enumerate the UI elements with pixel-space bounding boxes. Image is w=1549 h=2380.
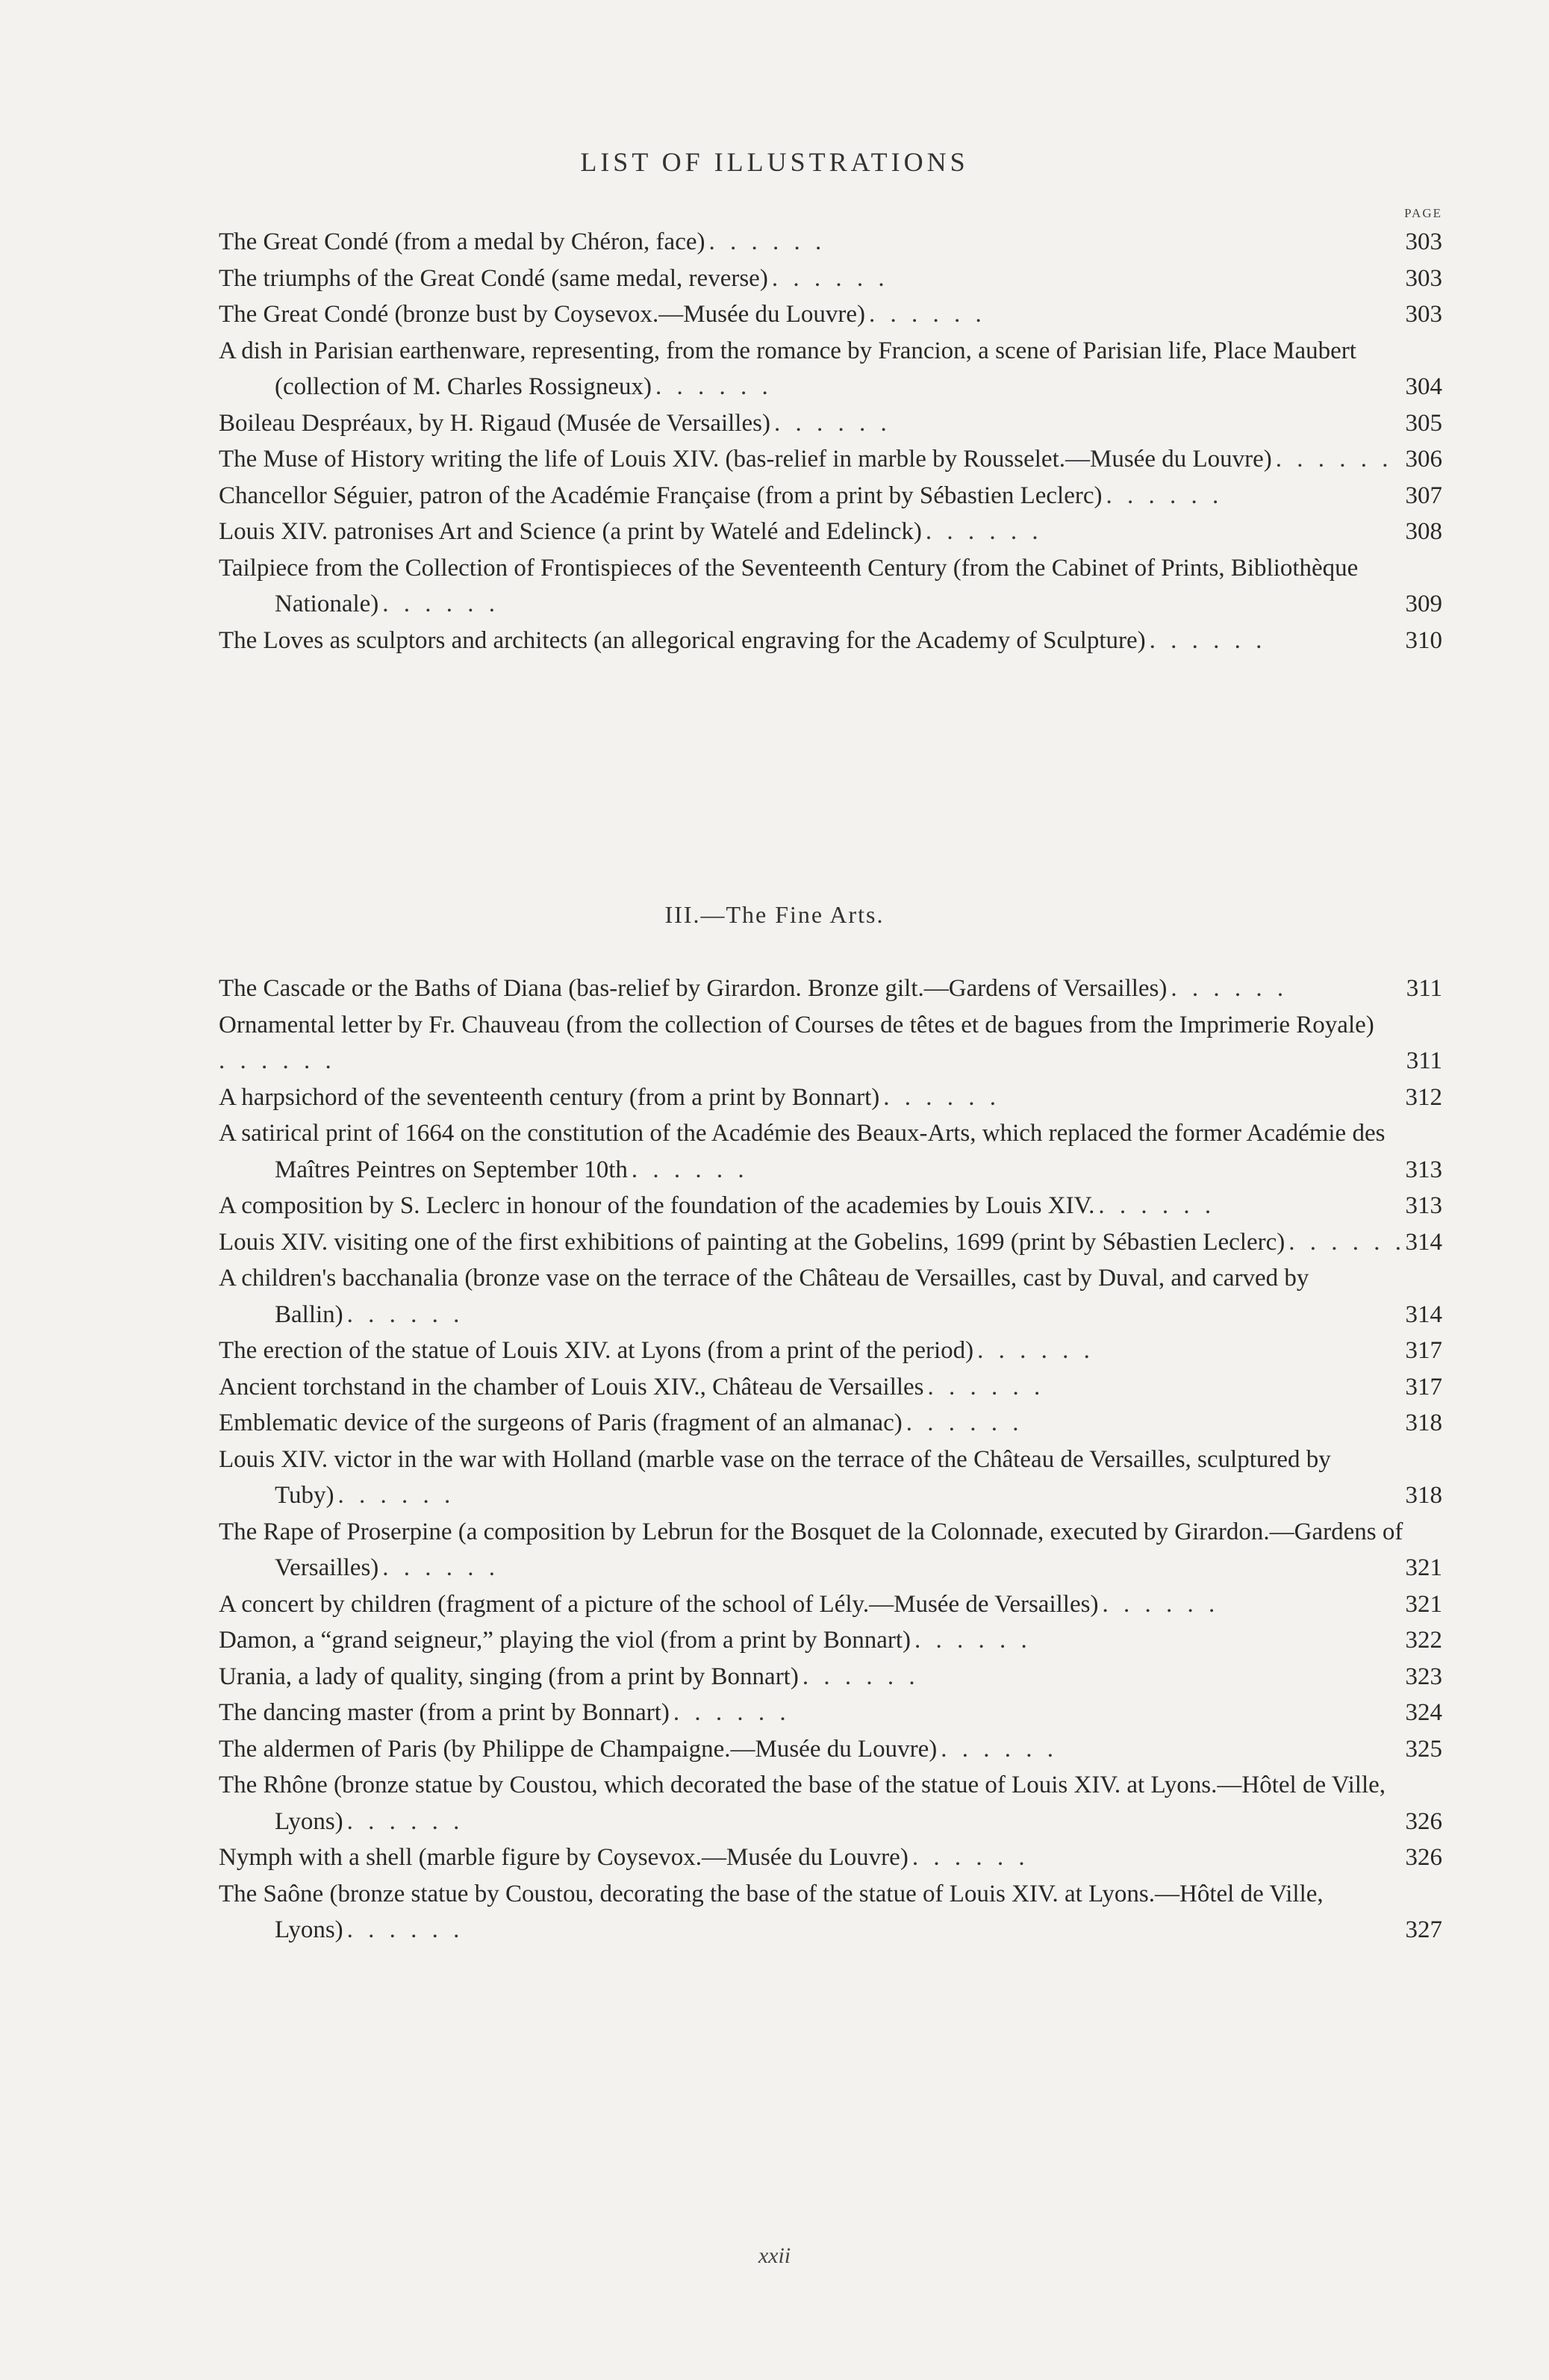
page-column-label: PAGE	[1404, 206, 1442, 220]
page-number: 313	[1405, 1192, 1442, 1219]
leader-dots: . . . . . .	[382, 1554, 500, 1581]
page-number: 326	[1405, 1844, 1442, 1871]
list-item	[219, 1260, 1442, 1333]
leader-dots: . . . . . .	[1149, 626, 1267, 654]
entry-title: The Great Condé (bronze bust by Coysevox.—Musée du Louvre)	[219, 301, 866, 328]
entry-title: A children's bacchanalia (bronze vase on the terrace of the Château de Versailles, cast by Duval, and carved by Ballin)	[219, 1265, 1309, 1328]
page-number: 317	[1405, 1373, 1442, 1401]
list-item	[219, 1514, 1442, 1586]
entry-title: Ornamental letter by Fr. Chauveau (from the collection of Courses de têtes et de bagues from the Imprimerie Royale)	[219, 1011, 1374, 1038]
leader-dots: . . . . . .	[1171, 975, 1288, 1002]
page-number: 310	[1405, 626, 1442, 654]
leader-dots: . . . . . .	[914, 1627, 1032, 1654]
list-item	[219, 1007, 1442, 1080]
leader-dots: . . . . . .	[346, 1300, 464, 1328]
list-item	[219, 623, 1442, 659]
list-item	[219, 1115, 1442, 1188]
page-number: 322	[1405, 1627, 1442, 1654]
leader-dots: . . . . . .	[1102, 1590, 1220, 1618]
leader-dots: . . . . . .	[631, 1156, 749, 1183]
leader-dots: . . . . . .	[802, 1663, 920, 1690]
list-item	[219, 296, 1442, 333]
illustration-list-section-one	[219, 224, 1442, 658]
list-item	[219, 1695, 1442, 1731]
page-number: 312	[1405, 1083, 1442, 1111]
entry-title: The Loves as sculptors and architects (an allegorical engraving for the Academy of Sculpture)	[219, 626, 1146, 654]
entry-title: A composition by S. Leclerc in honour of the foundation of the academies by Louis XIV.	[219, 1192, 1095, 1219]
page-number: 314	[1405, 1300, 1442, 1328]
list-item	[219, 514, 1442, 550]
entry-title: The Rape of Proserpine (a composition by Lebrun for the Bosquet de la Colonnade, executed by Girardon.—Gardens of Versailles)	[219, 1518, 1403, 1581]
page-number: 318	[1405, 1409, 1442, 1436]
entry-title: The aldermen of Paris (by Philippe de Champaigne.—Musée du Louvre)	[219, 1735, 938, 1763]
page-number: 311	[1406, 975, 1442, 1002]
entry-title: The erection of the statue of Louis XIV. at Lyons (from a print of the period)	[219, 1337, 974, 1364]
entry-title: Tailpiece from the Collection of Frontispieces of the Seventeenth Century (from the Cabinet of Prints, Bibliothèque Nationale)	[219, 554, 1359, 617]
list-item	[219, 261, 1442, 297]
entry-title: Damon, a “grand seigneur,” playing the viol (from a print by Bonnart)	[219, 1627, 911, 1654]
entry-title: A concert by children (fragment of a picture of the school of Lély.—Musée de Versailles)	[219, 1590, 1099, 1618]
page-number: 303	[1405, 301, 1442, 328]
page-number: 307	[1405, 482, 1442, 509]
page-number: 323	[1405, 1663, 1442, 1690]
entry-title: A harpsichord of the seventeenth century (from a print by Bonnart)	[219, 1083, 880, 1111]
leader-dots: . . . . . .	[708, 228, 826, 255]
page-number-footer: xxii	[758, 2243, 791, 2268]
leader-dots: . . . . . .	[219, 1047, 336, 1074]
page-number: 308	[1405, 518, 1442, 545]
leader-dots: . . . . . .	[673, 1699, 791, 1726]
list-item	[219, 1188, 1442, 1224]
leader-dots: . . . . . .	[906, 1409, 1023, 1436]
entry-title: Nymph with a shell (marble figure by Coysevox.—Musée du Louvre)	[219, 1844, 908, 1871]
leader-dots: . . . . . .	[1098, 1192, 1216, 1219]
page-number: 303	[1405, 264, 1442, 292]
entry-title: Boileau Despréaux, by H. Rigaud (Musée de Versailles)	[219, 409, 770, 437]
page-number: 306	[1405, 446, 1442, 473]
entry-title: Ancient torchstand in the chamber of Louis XIV., Château de Versailles	[219, 1373, 924, 1401]
page-number: 324	[1405, 1699, 1442, 1726]
leader-dots: . . . . . .	[1288, 1228, 1406, 1256]
leader-dots: . . . . . .	[773, 409, 891, 437]
list-item	[219, 224, 1442, 261]
page-number: 303	[1405, 228, 1442, 255]
list-item	[219, 441, 1442, 478]
entry-title: The Muse of History writing the life of Louis XIV. (bas-relief in marble by Rousselet.—Musée du Louvre)	[219, 446, 1272, 473]
entry-title: A dish in Parisian earthenware, representing, from the romance by Francion, a scene of Parisian life, Place Maubert (collection of M. Charles Rossigneux)	[219, 337, 1356, 400]
entry-title: The Great Condé (from a medal by Chéron, face)	[219, 228, 705, 255]
list-item	[219, 1586, 1442, 1623]
entry-title: Urania, a lady of quality, singing (from a print by Bonnart)	[219, 1663, 799, 1690]
illustration-list-section-two	[219, 971, 1442, 1948]
page-number: 304	[1405, 373, 1442, 400]
entry-title: The Rhône (bronze statue by Coustou, which decorated the base of the statue of Louis XIV. at Lyons.—Hôtel de Ville, Lyons)	[219, 1772, 1386, 1835]
leader-dots: . . . . . .	[927, 1373, 1045, 1401]
leader-dots: . . . . . .	[337, 1482, 455, 1509]
leader-dots: . . . . . .	[771, 264, 889, 292]
leader-dots: . . . . . .	[1275, 446, 1393, 473]
leader-dots: . . . . . .	[911, 1844, 1029, 1871]
list-item	[219, 1622, 1442, 1659]
leader-dots: . . . . . .	[925, 518, 1043, 545]
leader-dots: . . . . . .	[941, 1735, 1059, 1763]
page-number: 325	[1405, 1735, 1442, 1763]
entry-title: Emblematic device of the surgeons of Paris (fragment of an almanac)	[219, 1409, 903, 1436]
leader-dots: . . . . . .	[883, 1083, 1000, 1111]
page-title: LIST OF ILLUSTRATIONS	[580, 147, 969, 177]
entry-title: The triumphs of the Great Condé (same medal, reverse)	[219, 264, 768, 292]
page-number: 305	[1405, 409, 1442, 437]
entry-title: The Cascade or the Baths of Diana (bas-relief by Girardon. Bronze gilt.—Gardens of Versailles)	[219, 975, 1168, 1002]
list-item	[219, 1442, 1442, 1514]
list-item	[219, 550, 1442, 623]
leader-dots: . . . . . .	[655, 373, 773, 400]
list-item	[219, 1839, 1442, 1876]
list-item	[219, 1767, 1442, 1839]
page-number: 313	[1405, 1156, 1442, 1183]
entry-title: Louis XIV. victor in the war with Holland (marble vase on the terrace of the Château de Versailles, sculptured by Tuby)	[219, 1445, 1331, 1509]
page-number: 314	[1405, 1228, 1442, 1256]
page-number: 318	[1405, 1482, 1442, 1509]
entry-title: Louis XIV. patronises Art and Science (a print by Watelé and Edelinck)	[219, 518, 922, 545]
list-item	[219, 1876, 1442, 1948]
list-item	[219, 1080, 1442, 1116]
page-number: 311	[1406, 1047, 1442, 1074]
entry-title: Louis XIV. visiting one of the first exhibitions of painting at the Gobelins, 1699 (print by Sébastien Leclerc)	[219, 1228, 1285, 1256]
section-title: III.—The Fine Arts.	[664, 901, 885, 928]
page-number: 321	[1405, 1554, 1442, 1581]
list-item	[219, 1731, 1442, 1768]
entry-title: The dancing master (from a print by Bonnart)	[219, 1699, 670, 1726]
page-number: 309	[1405, 591, 1442, 617]
list-item	[219, 971, 1442, 1007]
list-item	[219, 333, 1442, 405]
page-number: 327	[1405, 1916, 1442, 1943]
page-number: 326	[1405, 1807, 1442, 1835]
page-number: 321	[1405, 1590, 1442, 1618]
entry-title: A satirical print of 1664 on the constitution of the Académie des Beaux-Arts, which replaced the former Académie des Maîtres Peintres on September 10th	[219, 1120, 1386, 1183]
entry-title: The Saône (bronze statue by Coustou, decorating the base of the statue of Louis XIV. at Lyons.—Hôtel de Ville, Lyons)	[219, 1880, 1324, 1943]
list-item	[219, 478, 1442, 514]
list-item	[219, 1333, 1442, 1369]
leader-dots: . . . . . .	[346, 1916, 464, 1943]
leader-dots: . . . . . .	[869, 301, 986, 328]
list-item	[219, 1405, 1442, 1442]
leader-dots: . . . . . .	[977, 1337, 1094, 1364]
list-item	[219, 1659, 1442, 1695]
page-number: 317	[1405, 1337, 1442, 1364]
leader-dots: . . . . . .	[346, 1807, 464, 1835]
leader-dots: . . . . . .	[1106, 482, 1224, 509]
entry-title: Chancellor Séguier, patron of the Académie Française (from a print by Sébastien Leclerc)	[219, 482, 1103, 509]
list-item	[219, 1369, 1442, 1406]
list-item	[219, 405, 1442, 442]
leader-dots: . . . . . .	[382, 591, 500, 617]
list-item	[219, 1224, 1442, 1261]
